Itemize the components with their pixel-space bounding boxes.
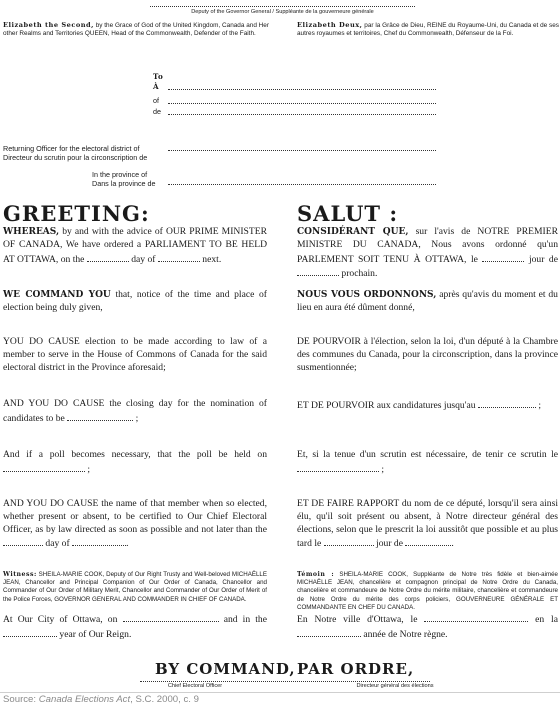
header-fr-lead: Elizabeth Deux, bbox=[297, 21, 363, 29]
governor-signature-line bbox=[150, 6, 415, 7]
fr-return-month-field[interactable] bbox=[405, 536, 451, 546]
en-paragraph-5: And if a poll becomes necessary, that the poll be held on ; bbox=[3, 449, 267, 475]
fr-day-field[interactable] bbox=[482, 252, 524, 262]
en-day-field[interactable] bbox=[87, 252, 129, 262]
en-reign-year-field[interactable] bbox=[3, 627, 57, 637]
a-label: À bbox=[153, 82, 160, 91]
source-note: Source: Canada Elections Act, S.C. 2000, c. 9 bbox=[3, 694, 199, 705]
de-line[interactable] bbox=[168, 114, 436, 115]
of-label: of bbox=[153, 96, 159, 105]
header-en-text: by the Grace of God of the United Kingdom, Canada and Her other Realms and Territories QUEEN, Head of the Commonwealth, Defender of the Faith. bbox=[3, 22, 269, 38]
fr-poll-date-field[interactable] bbox=[297, 462, 379, 472]
en-witness: Witness: SHEILA-MARIE COOK, Deputy of Our Right Trusty and Well-beloved MICHAËLLE JEAN, Chancellor and Principal Companion of Our Order of Canada, Chancellor and Commander of Our Order of Military Merit, Chancellor and Commander of Our Order of Merit of the Police Forces, GOVERNOR GENERAL AND COMMANDER IN CHIEF OF CANADA. bbox=[3, 571, 267, 603]
fr-month-field[interactable] bbox=[297, 266, 339, 276]
header-en-lead: Elizabeth the Second, bbox=[3, 21, 94, 29]
greeting-en: GREETING: bbox=[3, 201, 150, 226]
header-en bbox=[3, 21, 269, 39]
fr-nomination-date-field[interactable] bbox=[478, 398, 536, 408]
fr-paragraph-6: ET DE FAIRE RAPPORT du nom de ce député, lorsqu'il sera ainsi élu, qu'il soit présent ou absent, à Notre directeur général des élections, selon que le prescrit la loi aussitôt que possible et au plus tard le jour de . bbox=[297, 498, 558, 550]
en-return-month-field[interactable] bbox=[72, 536, 126, 546]
en-date-field[interactable] bbox=[123, 612, 219, 622]
directeur-general-caption: Directeur général des élections bbox=[356, 683, 434, 689]
by-command: BY COMMAND, bbox=[155, 660, 296, 678]
fr-witness: Témoin : SHEILA-MARIE COOK, Suppléante de Notre très fidèle et bien-aimée MICHAËLLE JEAN, chancelière et compagnon principal de Notre Ordre du Canada, chancelière et commandeure de Notre Ordre du mérite militaire, chancelière et commandeure de Notre Ordre du mérite des corps policiers, GOUVERNEURE GÉNÉRALE ET COMMANDANTE EN CHEF DU CANADA. bbox=[297, 571, 558, 611]
fr-paragraph-5: Et, si la tenue d'un scrutin est nécessaire, de tenir ce scrutin le ; bbox=[297, 449, 558, 475]
source-divider bbox=[0, 692, 560, 693]
top-caption: Deputy of the Governor General / Suppléante de la gouverneure générale bbox=[191, 9, 374, 15]
fr-date-field[interactable] bbox=[424, 612, 528, 622]
en-nomination-date-field[interactable] bbox=[67, 411, 133, 421]
province-label: In the province of Dans la province de bbox=[92, 170, 156, 188]
fr-city-line: En Notre ville d'Ottawa, le en la année de Notre règne. bbox=[297, 614, 558, 640]
source-title: Canada Elections Act bbox=[38, 694, 131, 705]
fr-return-day-field[interactable] bbox=[324, 536, 374, 546]
header-fr bbox=[297, 21, 559, 39]
to-label: To bbox=[153, 72, 164, 81]
de-label: de bbox=[153, 107, 161, 116]
fr-paragraph-2: NOUS VOUS ORDONNONS, après qu'avis du moment et du lieu en aura été dûment donné, bbox=[297, 289, 558, 313]
en-poll-date-field[interactable] bbox=[3, 462, 85, 472]
en-paragraph-1: WHEREAS, by and with the advice of OUR PRIME MINISTER OF CANADA, We have ordered a PARLIAMENT TO BE HELD AT OTTAWA, on the day of next. bbox=[3, 226, 267, 265]
en-paragraph-3: YOU DO CAUSE election to be made according to law of a member to serve in the House of Commons of Canada for the said electoral district in the Province aforesaid; bbox=[3, 336, 267, 373]
to-line[interactable] bbox=[168, 89, 436, 90]
fr-paragraph-4: ET DE POURVOIR aux candidatures jusqu'au ; bbox=[297, 400, 541, 411]
en-paragraph-2: WE COMMAND YOU that, notice of the time and place of election being duly given, bbox=[3, 289, 268, 313]
chief-electoral-officer-caption: Chief Electoral Officer bbox=[167, 683, 223, 689]
en-month-field[interactable] bbox=[158, 252, 200, 262]
header-fr-text: par la Grâce de Dieu, REINE du Royaume-Uni, du Canada et de ses autres royaumes et territoires, Chef du Commonwealth, Défenseur de la Foi. bbox=[297, 22, 559, 38]
fr-reign-year-field[interactable] bbox=[297, 627, 361, 637]
greeting-fr: SALUT : bbox=[297, 201, 399, 226]
of-line[interactable] bbox=[168, 103, 436, 104]
electoral-district-line[interactable] bbox=[168, 150, 436, 151]
fr-paragraph-1: CONSIDÉRANT QUE, sur l'avis de NOTRE PREMIER MINISTRE DU CANADA, Nous avons ordonné qu'un PARLEMENT SOIT TENU À OTTAWA, le jour de prochain. bbox=[297, 226, 559, 280]
en-city-line: At Our City of Ottawa, on and in the year of Our Reign. bbox=[3, 614, 267, 640]
returning-officer-label: Returning Officer for the electoral district of Directeur du scrutin pour la circonscription de bbox=[3, 144, 148, 162]
en-paragraph-4: AND YOU DO CAUSE the closing day for the nomination of candidates to be ; bbox=[3, 398, 267, 424]
fr-paragraph-3: DE POURVOIR à l'élection, selon la loi, d'un député à la Chambre des communes du Canada, pour la circonscription, dans la province susmentionnée; bbox=[297, 336, 558, 373]
en-return-day-field[interactable] bbox=[3, 536, 43, 546]
en-paragraph-6: AND YOU DO CAUSE the name of that member when so elected, whether present or absent, to be certified to Our Chief Electoral Officer, as by law directed as soon as possible and not later than the day of . bbox=[3, 498, 267, 550]
chief-electoral-officer-signature-line bbox=[140, 681, 430, 682]
province-line[interactable] bbox=[168, 184, 436, 185]
by-order: PAR ORDRE, bbox=[297, 660, 415, 678]
